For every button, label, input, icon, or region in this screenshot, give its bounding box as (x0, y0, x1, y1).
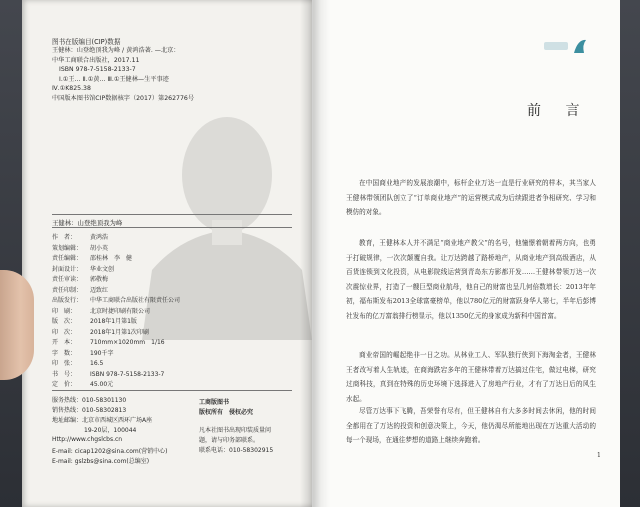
left-page (22, 0, 312, 507)
publisher-logo-icon (542, 36, 592, 56)
contact-line: 题，请与印务部联系。 (199, 437, 260, 444)
contact-line: E-mail: gslzbs@sina.com(总编室) (52, 458, 150, 465)
info-key: 印 张： (52, 360, 77, 367)
contact-line: E-mail: cicap1202@sina.com(营销中心) (52, 448, 168, 455)
info-value: 16.5 (90, 360, 104, 367)
divider (52, 227, 292, 228)
preface-paragraph: 商业帝国的崛起绝非一日之功。从林业工人、军队独行侠到下海淘金者，王健林王者改写着人生轨迹，在商海跌宕多年的王健林带着万达搞过住宅，做过电梯，研究过商科技，真到在特殊的历史环境下选择进入了房地产行业，才有了万达日后的风生水起。 (346, 351, 596, 403)
spine-shadow (300, 0, 330, 507)
info-value: 黄鸿浩 (90, 234, 109, 241)
info-value: ISBN 978-7-5158-2133-7 (90, 370, 165, 378)
info-value: 中华工商联合出版社有限责任公司 (90, 297, 181, 304)
contact-line: 凡本社图书出现印装质量问 (199, 427, 272, 434)
info-value: 190千字 (90, 349, 114, 357)
info-key: 作 者： (52, 234, 77, 241)
info-key: 书 号： (52, 370, 77, 378)
info-key: 策划编辑： (52, 244, 83, 252)
info-value: 2018年1月第1次印刷 (90, 328, 149, 336)
info-key: 印 刷： (52, 307, 77, 315)
divider (52, 390, 292, 391)
info-value: 45.00元 (90, 381, 114, 388)
info-key: 出版发行： (52, 297, 83, 304)
contact-line: 地址邮编：北京市西城区西环广场A座 (52, 417, 153, 424)
info-row (52, 232, 108, 241)
info-key: 字 数： (52, 349, 77, 357)
info-value: 迈致红 (90, 286, 109, 294)
info-key: 版 次： (52, 318, 77, 325)
info-key: 责任编辑： (52, 255, 83, 262)
info-key: 定 价： (52, 381, 77, 388)
info-value: 2018年1月第1版 (90, 318, 137, 325)
cip-line: 中国版本图书馆CIP数据核字（2017）第262776号 (52, 95, 195, 102)
info-row (52, 306, 150, 315)
contact-line: 19-20层，100044 (84, 427, 137, 434)
cip-line: 中华工商联合出版社，2017.11 (52, 56, 140, 64)
page-number: 1 (597, 452, 601, 459)
contact-line: Http://www.chgslcbs.cn (52, 436, 123, 443)
info-row (52, 243, 108, 252)
cip-title: 图书在版编目(CIP)数据 (52, 38, 121, 46)
contact-line: 服务热线：010-58301130 (52, 397, 127, 404)
info-key: 责任印制： (52, 286, 83, 294)
info-key: 开 本： (52, 339, 77, 346)
info-row (52, 295, 180, 304)
cip-line: 王健林：山登绝顶我为峰 / 黄鸿浩著. —北京： (52, 47, 180, 54)
info-key: 印 次： (52, 328, 77, 336)
info-row (52, 327, 149, 336)
preface-paragraph: 教育，王健林本人并不满足“商业地产教父”的名号，他憧憬着朝着两方向，也勇于打破规律，一次次颠覆自我。让万达跨越了路桥地产，从商业地产到高级酒店，从百货连锁到文化投资，从电影院线运营到青岛东方影都开发……王健林带领万达一次次震惊业界，打造了一艘巨型商业航母，他自己的财富也呈几何倍数增长：2013年年初，福布斯发布2013全球富豪榜单，他以780亿元的财富跃身华人第七，半年后彭博社发布的亿万富翁排行榜显示，他以1350亿元的身家成为新科中国首富。 (346, 239, 596, 320)
cip-line: Ⅰ.①王… Ⅱ.①黄… Ⅲ.①王健林—生平事迹 (59, 75, 169, 83)
divider (52, 214, 292, 215)
info-row (52, 337, 165, 346)
info-row (52, 253, 132, 262)
info-row (52, 369, 164, 378)
copyright-title: 工商版图书 (199, 399, 230, 406)
info-value: 北京时捷印刷有限公司 (90, 307, 151, 315)
info-key: 责任审读： (52, 276, 83, 283)
info-row (52, 285, 108, 294)
info-row (52, 274, 108, 283)
info-row (52, 348, 113, 357)
preface-paragraph: 在中国商业地产的发展浪潮中，标杆企业万达一直是行业研究的样本，其当家人王健林带领团队创立了“订单商业地产”的运营模式成为后续跟进者争相研究、学习和模仿的对象。 (346, 179, 596, 216)
contact-line: 联系电话：010-58302915 (199, 447, 274, 454)
info-value: 710mm×1020mm 1/16 (90, 339, 165, 346)
preface-heading: 前 言 (527, 103, 590, 119)
preface-paragraph: 尽管万达事下飞腾，吾荣誉有尽有，但王健林自有大多多时间去休闲，他的时间全都用在了万达的投资和创意决策上，今天，他仍渴尽所能地出现在万达重大活动的每一个现场，在通往梦想的道路上继续奔跑着。 (346, 407, 596, 444)
info-book-title: 王健林：山登绝顶我为峰 (52, 219, 123, 227)
info-row (52, 264, 114, 273)
info-row (52, 379, 113, 388)
copyright-subtitle: 版权所有 侵权必究 (199, 409, 254, 416)
info-value: 华业文创 (90, 265, 115, 273)
cip-line: Ⅳ.①K825.38 (52, 85, 91, 92)
contact-line: 销售热线：010-58302813 (52, 407, 127, 414)
info-value: 邵桂林 李 健 (90, 255, 133, 262)
info-value: 郭敬梅 (90, 276, 109, 283)
info-key: 封面设计： (52, 265, 83, 273)
finger (0, 270, 34, 380)
info-value: 胡小英 (90, 244, 109, 252)
cip-line: ISBN 978-7-5158-2133-7 (59, 66, 136, 73)
info-row (52, 358, 103, 367)
info-row (52, 316, 137, 325)
